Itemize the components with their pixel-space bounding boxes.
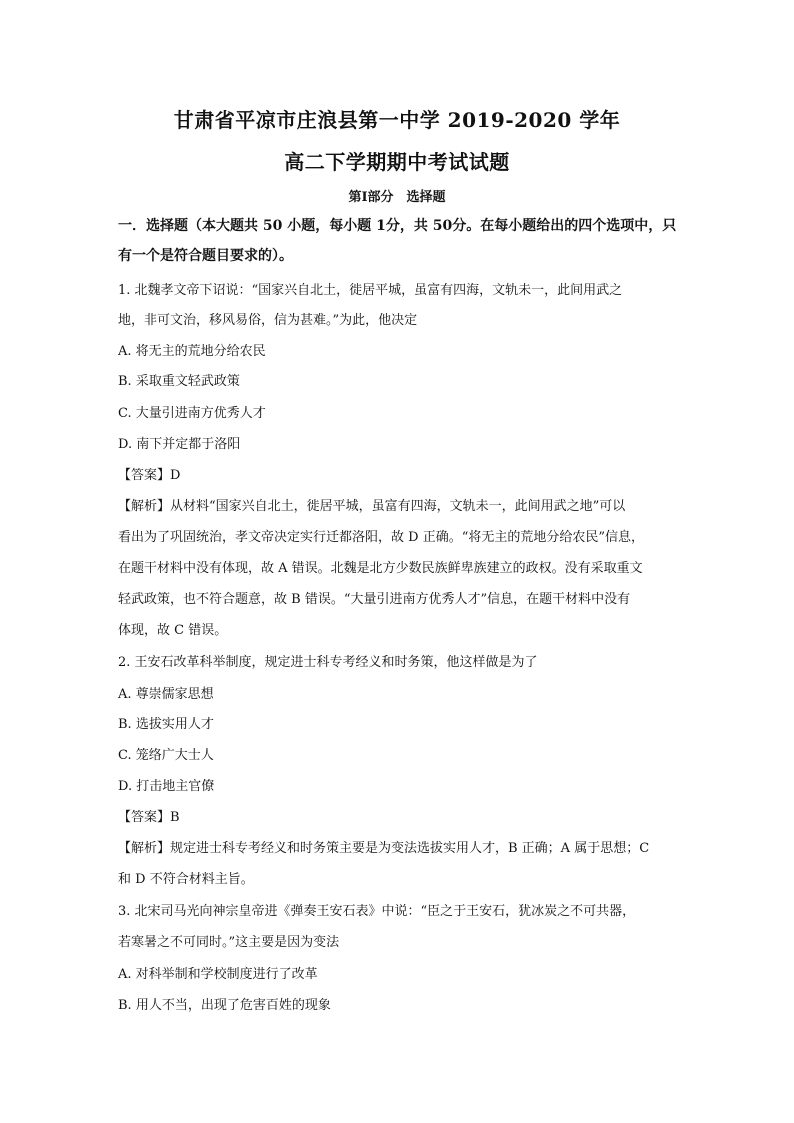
q1-analysis-line1: 【解析】从材料“国家兴自北土，徙居平城，虽富有四海，文轨未一，此间用武之地”可以 bbox=[118, 499, 626, 514]
q2-option-c: C. 笼络广大士人 bbox=[118, 748, 214, 763]
q1-stem-line2: 地，非可文治，移风易俗，信为甚难。”为此，他决定 bbox=[118, 313, 418, 328]
q2-option-a: A. 尊崇儒家思想 bbox=[118, 687, 214, 702]
q2-analysis-line2: 和 D 不符合材料主旨。 bbox=[118, 872, 254, 887]
q1-analysis-line2: 看出为了巩固统治，孝文帝决定实行迁都洛阳，故 D 正确。“将无主的荒地分给农民”信息， bbox=[118, 530, 644, 545]
section-instruction-line1: 一．选择题（本大题共 50 小题，每小题 1分，共 50分。在每小题给出的四个选项中，只 bbox=[118, 218, 677, 234]
q2-analysis-line1: 【解析】规定进士科专考经义和时务策主要是为变法选拔实用人才，B 正确；A 属于思想；C bbox=[118, 841, 650, 856]
q3-option-a: A. 对科举制和学校制度进行了改革 bbox=[118, 967, 318, 982]
q1-option-d: D. 南下并定都于洛阳 bbox=[118, 437, 241, 452]
q3-stem-line1: 3. 北宋司马光向神宗皇帝进《弹奏王安石表》中说：“臣之于王安石，犹冰炭之不可共器， bbox=[118, 904, 636, 919]
q1-option-b: B. 采取重文轻武政策 bbox=[118, 374, 240, 389]
q1-analysis-line4: 轻武政策，也不符合题意，故 B 错误。“大量引进南方优秀人才”信息，在题干材料中没有 bbox=[118, 592, 631, 607]
q2-stem: 2. 王安石改革科举制度，规定进士科专考经义和时务策，他这样做是为了 bbox=[118, 655, 538, 670]
document-title-line1: 甘肃省平凉市庄浪县第一中学 2019-2020 学年 bbox=[173, 108, 621, 132]
q3-stem-line2: 若寒暑之不可同时。”这主要是因为变法 bbox=[118, 935, 340, 950]
q2-option-b: B. 选拔实用人才 bbox=[118, 717, 214, 732]
document-title-line2: 高二下学期期中考试试题 bbox=[284, 150, 510, 174]
q1-option-c: C. 大量引进南方优秀人才 bbox=[118, 406, 266, 421]
q2-option-d: D. 打击地主官僚 bbox=[118, 779, 215, 794]
section-instruction-line2: 有一个是符合题目要求的）。 bbox=[118, 248, 293, 264]
q1-answer: 【答案】D bbox=[118, 468, 181, 483]
q1-option-a: A. 将无主的荒地分给农民 bbox=[118, 344, 266, 359]
part-heading: 第Ⅰ部分 选择题 bbox=[348, 190, 446, 205]
q1-analysis-line3: 在题干材料中没有体现，故 A 错误。北魏是北方少数民族鲜卑族建立的政权。没有采取重文 bbox=[118, 561, 643, 576]
q2-answer: 【答案】B bbox=[118, 810, 180, 825]
q1-analysis-line5: 体现，故 C 错误。 bbox=[118, 623, 228, 638]
q3-option-b: B. 用人不当，出现了危害百姓的现象 bbox=[118, 998, 331, 1013]
q1-stem-line1: 1. 北魏孝文帝下诏说：“国家兴自北土，徙居平城，虽富有四海，文轨未一，此间用武之 bbox=[118, 283, 623, 298]
